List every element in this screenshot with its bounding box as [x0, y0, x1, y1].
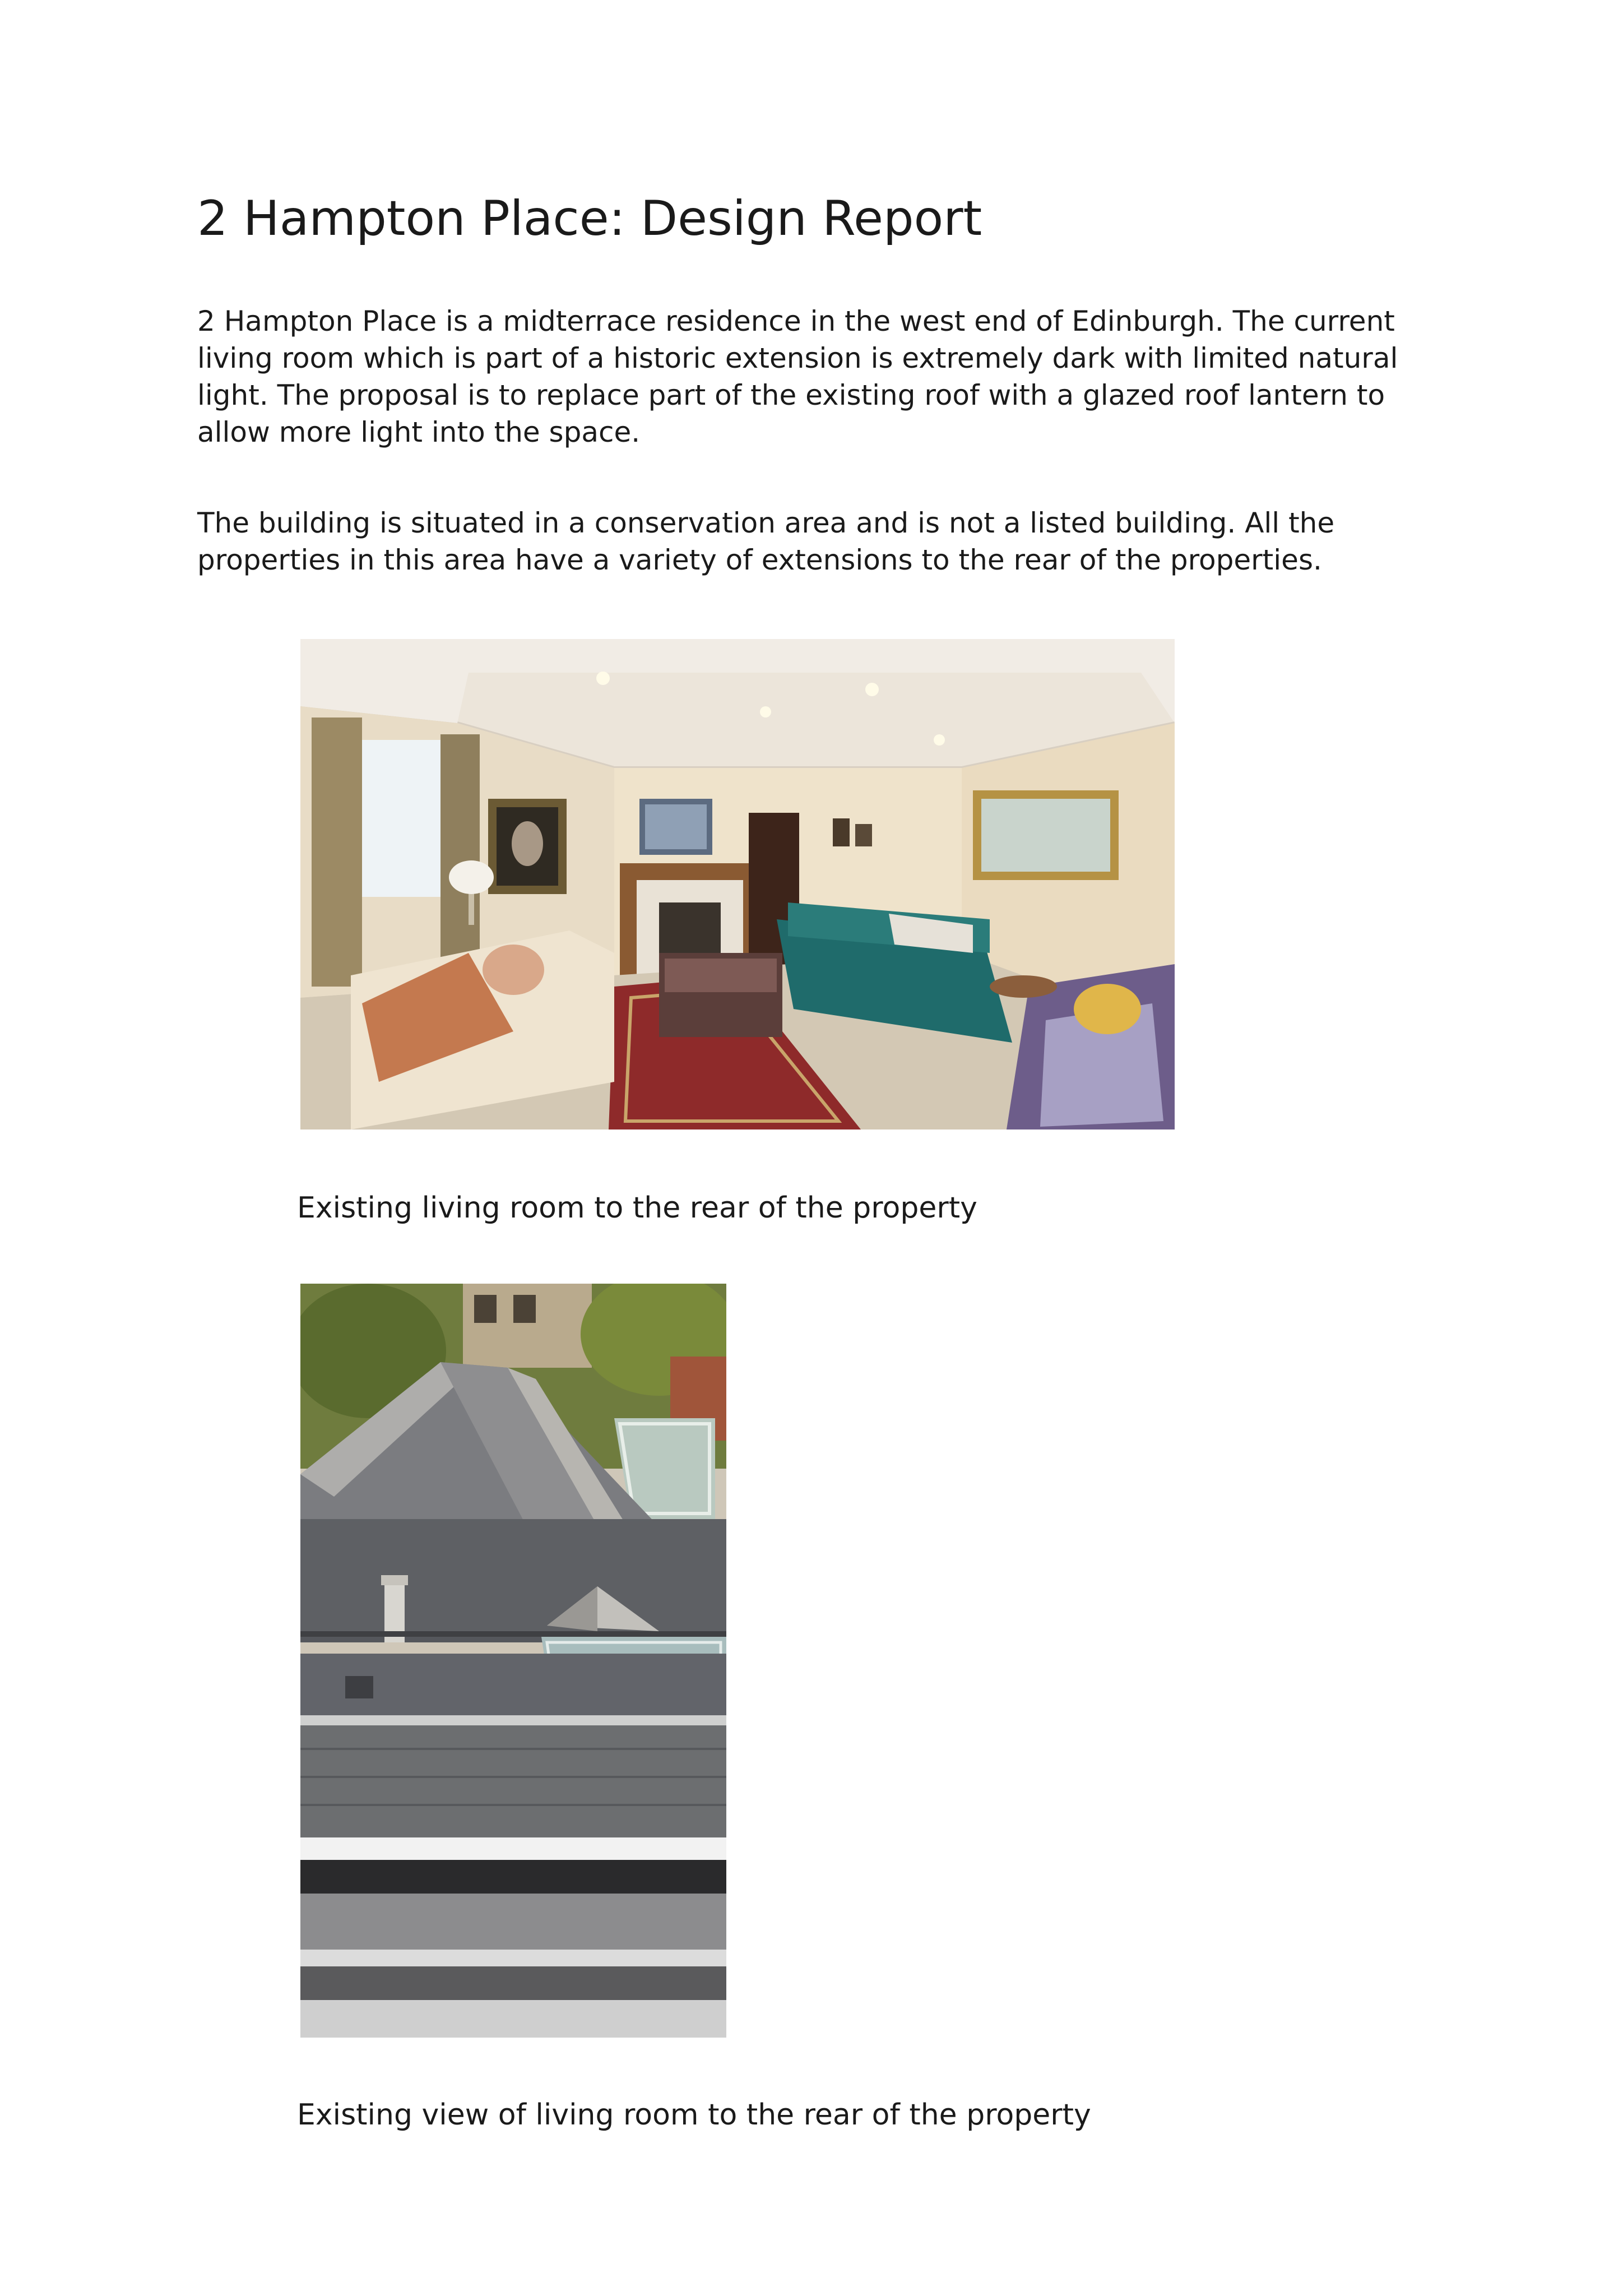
paragraph-line: allow more light into the space. [197, 416, 641, 448]
figure-1-caption: Existing living room to the rear of the property [297, 1191, 977, 1225]
roof-view-photo [300, 1284, 726, 2038]
paragraph-line: 2 Hampton Place is a midterrace residence in the west end of Edinburgh. The current [197, 305, 1395, 337]
figure-2-caption: Existing view of living room to the rear of the property [297, 2098, 1091, 2132]
paragraph-line: light. The proposal is to replace part of the existing roof with a glazed roof lantern to [197, 379, 1385, 411]
paragraph-line: The building is situated in a conservation area and is not a listed building. All the [197, 507, 1335, 539]
context-paragraph [197, 504, 1453, 578]
intro-paragraph [197, 303, 1453, 451]
living-room-illustration [300, 639, 1175, 1130]
paragraph-line: living room which is part of a historic extension is extremely dark with limited natural [197, 342, 1398, 374]
living-room-photo [300, 639, 1175, 1130]
paragraph-line: properties in this area have a variety of extensions to the rear of the properties. [197, 544, 1322, 576]
roof-view-illustration [300, 1284, 726, 2038]
page-title: 2 Hampton Place: Design Report [197, 191, 982, 247]
